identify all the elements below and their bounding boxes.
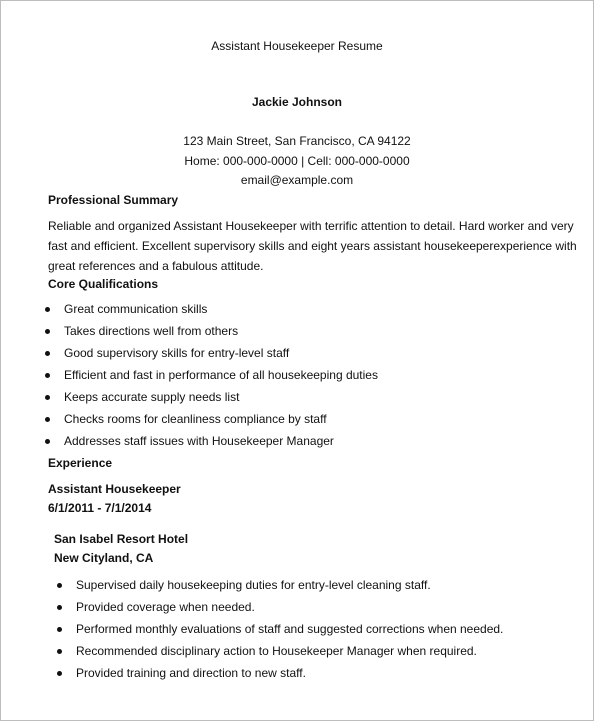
bullet-icon xyxy=(57,627,62,632)
document-title: Assistant Housekeeper Resume xyxy=(211,39,383,53)
bullet-icon xyxy=(57,649,62,654)
summary-line: fast and efficient. Excellent supervisory skills and eight years assistant housekeeperexperience with xyxy=(48,239,577,253)
bullet-icon xyxy=(57,671,62,676)
list-item xyxy=(0,662,503,684)
contact-email: email@example.com xyxy=(240,173,354,187)
list-item xyxy=(0,640,503,662)
list-item xyxy=(0,618,503,640)
qualifications-list xyxy=(0,298,378,452)
bullet-icon xyxy=(57,605,62,610)
list-item-text: Efficient and fast in performance of all housekeeping duties xyxy=(64,368,378,382)
employer-block xyxy=(54,530,188,568)
list-item-text: Great communication skills xyxy=(64,302,208,316)
list-item-text: Recommended disciplinary action to Housekeeper Manager when required. xyxy=(76,644,477,658)
list-item xyxy=(0,364,378,386)
candidate-name: Jackie Johnson xyxy=(251,95,343,109)
list-item xyxy=(0,596,503,618)
contact-address: 123 Main Street, San Francisco, CA 94122 xyxy=(183,134,411,148)
list-item-text: Keeps accurate supply needs list xyxy=(64,390,240,404)
list-item xyxy=(0,342,378,364)
duties-list xyxy=(0,574,503,684)
job-header xyxy=(48,480,181,518)
summary-paragraph xyxy=(48,216,577,276)
list-item xyxy=(0,430,378,452)
experience-heading: Experience xyxy=(48,456,113,470)
list-item xyxy=(0,386,378,408)
bullet-icon xyxy=(45,417,50,422)
job-dates: 6/1/2011 - 7/1/2014 xyxy=(48,501,152,515)
list-item xyxy=(0,574,503,596)
list-item xyxy=(0,298,378,320)
employer-name: San Isabel Resort Hotel xyxy=(54,532,189,546)
list-item-text: Good supervisory skills for entry-level staff xyxy=(64,346,290,360)
summary-line: Reliable and organized Assistant Housekeeper with terrific attention to detail. Hard worker and very xyxy=(48,219,574,233)
list-item-text: Checks rooms for cleanliness compliance by staff xyxy=(64,412,327,426)
qualifications-heading: Core Qualifications xyxy=(48,277,159,291)
list-item xyxy=(0,408,378,430)
bullet-icon xyxy=(45,351,50,356)
bullet-icon xyxy=(45,373,50,378)
bullet-icon xyxy=(45,395,50,400)
contact-phones: Home: 000-000-0000 | Cell: 000-000-0000 xyxy=(184,154,410,168)
bullet-icon xyxy=(45,439,50,444)
list-item-text: Performed monthly evaluations of staff and suggested corrections when needed. xyxy=(76,622,504,636)
bullet-icon xyxy=(45,307,50,312)
employer-location: New Cityland, CA xyxy=(54,551,154,565)
summary-line: great references and a fabulous attitude. xyxy=(48,259,264,273)
list-item xyxy=(0,320,378,342)
job-title: Assistant Housekeeper xyxy=(48,482,181,496)
list-item-text: Supervised daily housekeeping duties for entry-level cleaning staff. xyxy=(76,578,431,592)
list-item-text: Takes directions well from others xyxy=(64,324,239,338)
list-item-text: Addresses staff issues with Housekeeper Manager xyxy=(64,434,334,448)
bullet-icon xyxy=(57,583,62,588)
summary-heading: Professional Summary xyxy=(48,193,179,207)
list-item-text: Provided coverage when needed. xyxy=(76,600,255,614)
bullet-icon xyxy=(45,329,50,334)
list-item-text: Provided training and direction to new staff. xyxy=(76,666,306,680)
